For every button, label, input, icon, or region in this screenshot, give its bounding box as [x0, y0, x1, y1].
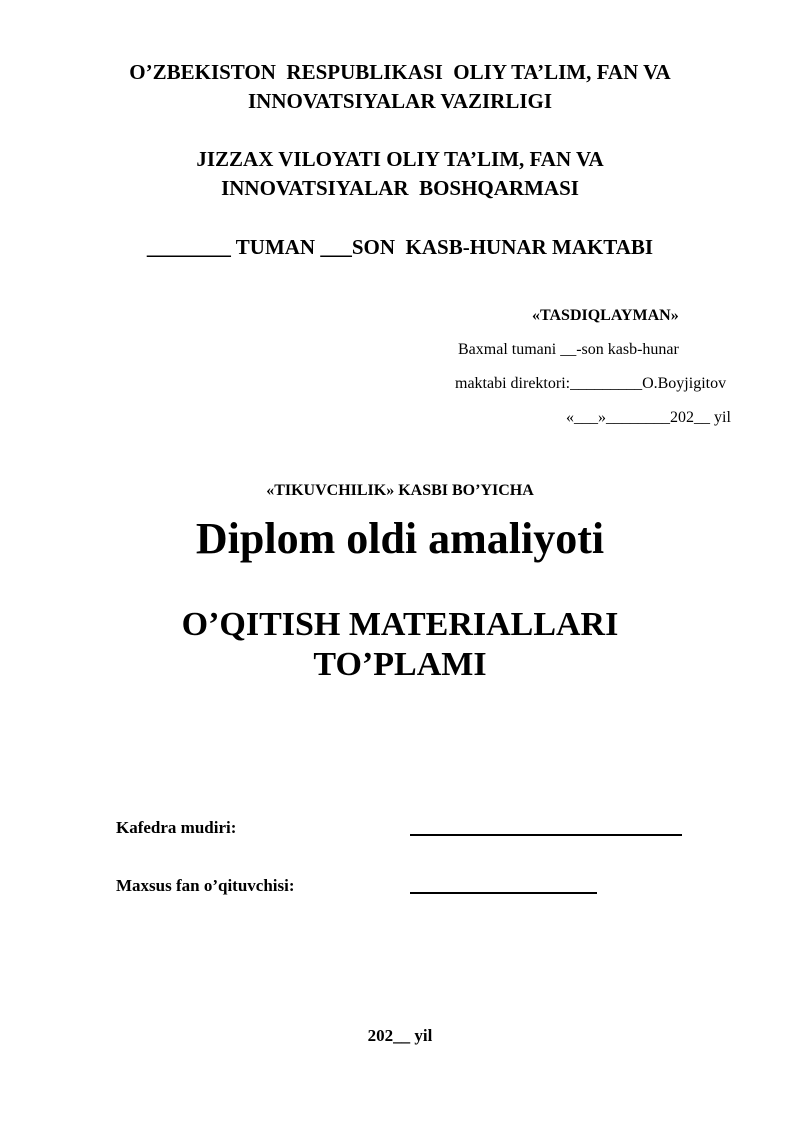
document-year: 202__ yil: [367, 1026, 433, 1045]
head-of-department-signature-line: [410, 834, 682, 836]
ministry-heading: [0, 58, 800, 116]
head-of-department-label: Kafedra mudiri:: [116, 818, 237, 837]
approval-line-1: Baxmal tumani __-son kasb-hunar: [458, 341, 679, 358]
approval-line-2: maktabi direktori:_________O.Boyjigitov: [455, 375, 727, 392]
document-subtitle: [0, 605, 800, 685]
region-heading: [0, 145, 800, 203]
document-title: Diplom oldi amaliyoti: [195, 514, 605, 563]
teacher-label: Maxsus fan o’qituvchisi:: [116, 876, 295, 895]
region-line-2: INNOVATSIYALAR BOSHQARMASI: [221, 176, 579, 200]
approval-title: «TASDIQLAYMAN»: [532, 307, 679, 324]
ministry-line-2: INNOVATSIYALAR VAZIRLIGI: [247, 89, 553, 113]
teacher-signature-line: [410, 892, 597, 894]
approval-line-3: «___»________202__ yil: [566, 409, 731, 426]
school-heading: ________ TUMAN ___SON KASB-HUNAR MAKTABI: [146, 235, 654, 259]
profession-label: «TIKUVCHILIK» KASBI BO’YICHA: [266, 482, 534, 499]
ministry-line-1: O’ZBEKISTON RESPUBLIKASI OLIY TA’LIM, FAN VA: [129, 60, 671, 84]
region-line-1: JIZZAX VILOYATI OLIY TA’LIM, FAN VA: [196, 147, 604, 171]
subtitle-line-1: O’QITISH MATERIALLARI: [181, 606, 619, 643]
subtitle-line-2: TO’PLAMI: [313, 646, 487, 683]
